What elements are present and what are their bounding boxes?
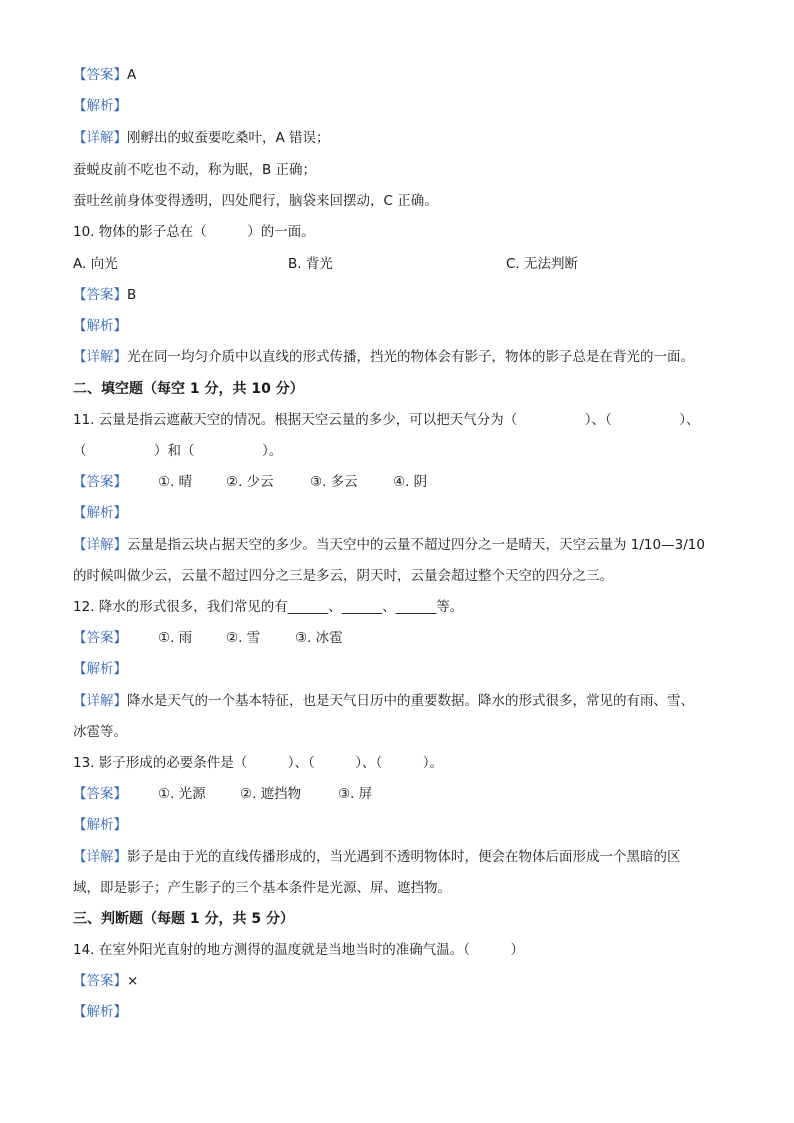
q11-question-line-1 xyxy=(73,410,724,430)
detail-tag: 【详解】 xyxy=(73,349,127,365)
q11-question-line-2 xyxy=(73,441,724,461)
detail-tag: 【详解】 xyxy=(73,130,127,146)
q11-detail-line-2 xyxy=(73,566,724,586)
q12-detail-line-2 xyxy=(73,722,724,742)
analysis-tag: 【解析】 xyxy=(73,98,127,114)
q12-detail-line-1 xyxy=(73,691,724,711)
q12-answer-1: ①. 雨 xyxy=(158,630,193,646)
q12-answer-3: ③. 冰雹 xyxy=(295,630,343,646)
q11-question-text-1: 11. 云量是指云遮蔽天空的情况。根据天空云量的多少，可以把天气分为（ ）、（ ）、 xyxy=(73,412,700,428)
q10-answer-line xyxy=(73,285,724,305)
q9-analysis-line xyxy=(73,96,724,116)
detail-tag: 【详解】 xyxy=(73,693,127,709)
detail-tag: 【详解】 xyxy=(73,849,127,865)
q11-answer-3: ③. 多云 xyxy=(310,474,358,490)
q12-answer-2: ②. 雪 xyxy=(226,630,261,646)
analysis-tag: 【解析】 xyxy=(73,318,127,334)
q9-detail-line-3 xyxy=(73,191,724,211)
q13-detail-text-2: 域，即是影子；产生影子的三个基本条件是光源、屏、遮挡物。 xyxy=(73,880,451,896)
analysis-tag: 【解析】 xyxy=(73,1004,127,1020)
q13-detail-text-1: 影子是由于光的直线传播形成的，当光遇到不透明物体时，便会在物体后面形成一个黑暗的区 xyxy=(127,849,681,865)
answer-tag: 【答案】 xyxy=(73,786,127,802)
q14-question-text: 14. 在室外阳光直射的地方测得的温度就是当地当时的准确气温。（ ） xyxy=(73,942,525,958)
q10-analysis-line xyxy=(73,316,724,336)
q12-detail-text-2: 冰雹等。 xyxy=(73,724,127,740)
q10-option-a: A. 向光 xyxy=(73,256,118,272)
q10-detail-line xyxy=(73,347,724,367)
q13-question-text: 13. 影子形成的必要条件是（ ）、（ ）、（ ）。 xyxy=(73,755,444,771)
q14-question xyxy=(73,940,724,960)
q13-question xyxy=(73,753,724,773)
q13-answer-1: ①. 光源 xyxy=(158,786,206,802)
q13-analysis-line xyxy=(73,815,724,835)
q9-answer-line xyxy=(73,65,724,85)
answer-tag: 【答案】 xyxy=(73,287,127,303)
q14-answer-line xyxy=(73,971,724,991)
analysis-tag: 【解析】 xyxy=(73,505,127,521)
q9-detail-text-1: 刚孵出的蚁蚕要吃桑叶，A 错误； xyxy=(127,130,330,146)
q9-detail-line-1 xyxy=(73,128,724,148)
q9-detail-text-2: 蚕蜕皮前不吃也不动，称为眠，B 正确； xyxy=(73,162,317,178)
q12-question xyxy=(73,597,724,617)
detail-tag: 【详解】 xyxy=(73,537,127,553)
q9-detail-text-3: 蚕吐丝前身体变得透明，四处爬行，脑袋来回摆动，C 正确。 xyxy=(73,193,438,209)
q10-option-b: B. 背光 xyxy=(288,256,333,272)
q9-detail-line-2 xyxy=(73,160,724,180)
analysis-tag: 【解析】 xyxy=(73,817,127,833)
answer-tag: 【答案】 xyxy=(73,630,127,646)
section-heading-true-false: 三、判断题（每题 1 分，共 5 分） xyxy=(73,911,294,927)
q11-answer-line xyxy=(73,472,724,492)
q10-option-c: C. 无法判断 xyxy=(506,256,579,272)
q11-detail-text-1: 云量是指云块占据天空的多少。当天空中的云量不超过四分之一是晴天，天空云量为 1/10—3/10 xyxy=(127,537,705,553)
q11-answer-2: ②. 少云 xyxy=(226,474,274,490)
q13-detail-line-1 xyxy=(73,847,724,867)
q11-detail-line-1 xyxy=(73,535,724,555)
answer-tag: 【答案】 xyxy=(73,474,127,490)
q13-detail-line-2 xyxy=(73,878,724,898)
q12-answer-line xyxy=(73,628,724,648)
answer-tag: 【答案】 xyxy=(73,973,127,989)
q13-answer-2: ②. 遮挡物 xyxy=(240,786,302,802)
q12-detail-text-1: 降水是天气的一个基本特征，也是天气日历中的重要数据。降水的形式很多，常见的有雨、雪、 xyxy=(127,693,694,709)
q11-detail-text-2: 的时候叫做少云，云量不超过四分之三是多云，阴天时，云量会超过整个天空的四分之三。 xyxy=(73,568,613,584)
q9-answer: A xyxy=(127,67,137,83)
q14-answer: × xyxy=(127,973,139,989)
q10-answer: B xyxy=(127,287,137,303)
analysis-tag: 【解析】 xyxy=(73,661,127,677)
q10-question xyxy=(73,222,724,242)
q12-question-text: 12. 降水的形式很多，我们常见的有______、______、______等。 xyxy=(73,599,464,615)
section-heading-fill-blank: 二、填空题（每空 1 分，共 10 分） xyxy=(73,381,304,397)
q10-question-text: 10. 物体的影子总在（ ）的一面。 xyxy=(73,224,315,240)
q12-analysis-line xyxy=(73,659,724,679)
q14-analysis-line xyxy=(73,1002,724,1022)
q13-answer-line xyxy=(73,784,724,804)
q10-detail-text: 光在同一均匀介质中以直线的形式传播，挡光的物体会有影子，物体的影子总是在背光的一面。 xyxy=(127,349,694,365)
q11-answer-4: ④. 阴 xyxy=(393,474,428,490)
q11-question-text-2: （ ）和（ ）。 xyxy=(73,443,283,459)
q11-answer-1: ①. 晴 xyxy=(158,474,193,490)
answer-tag: 【答案】 xyxy=(73,67,127,83)
q11-analysis-line xyxy=(73,503,724,523)
q13-answer-3: ③. 屏 xyxy=(338,786,373,802)
